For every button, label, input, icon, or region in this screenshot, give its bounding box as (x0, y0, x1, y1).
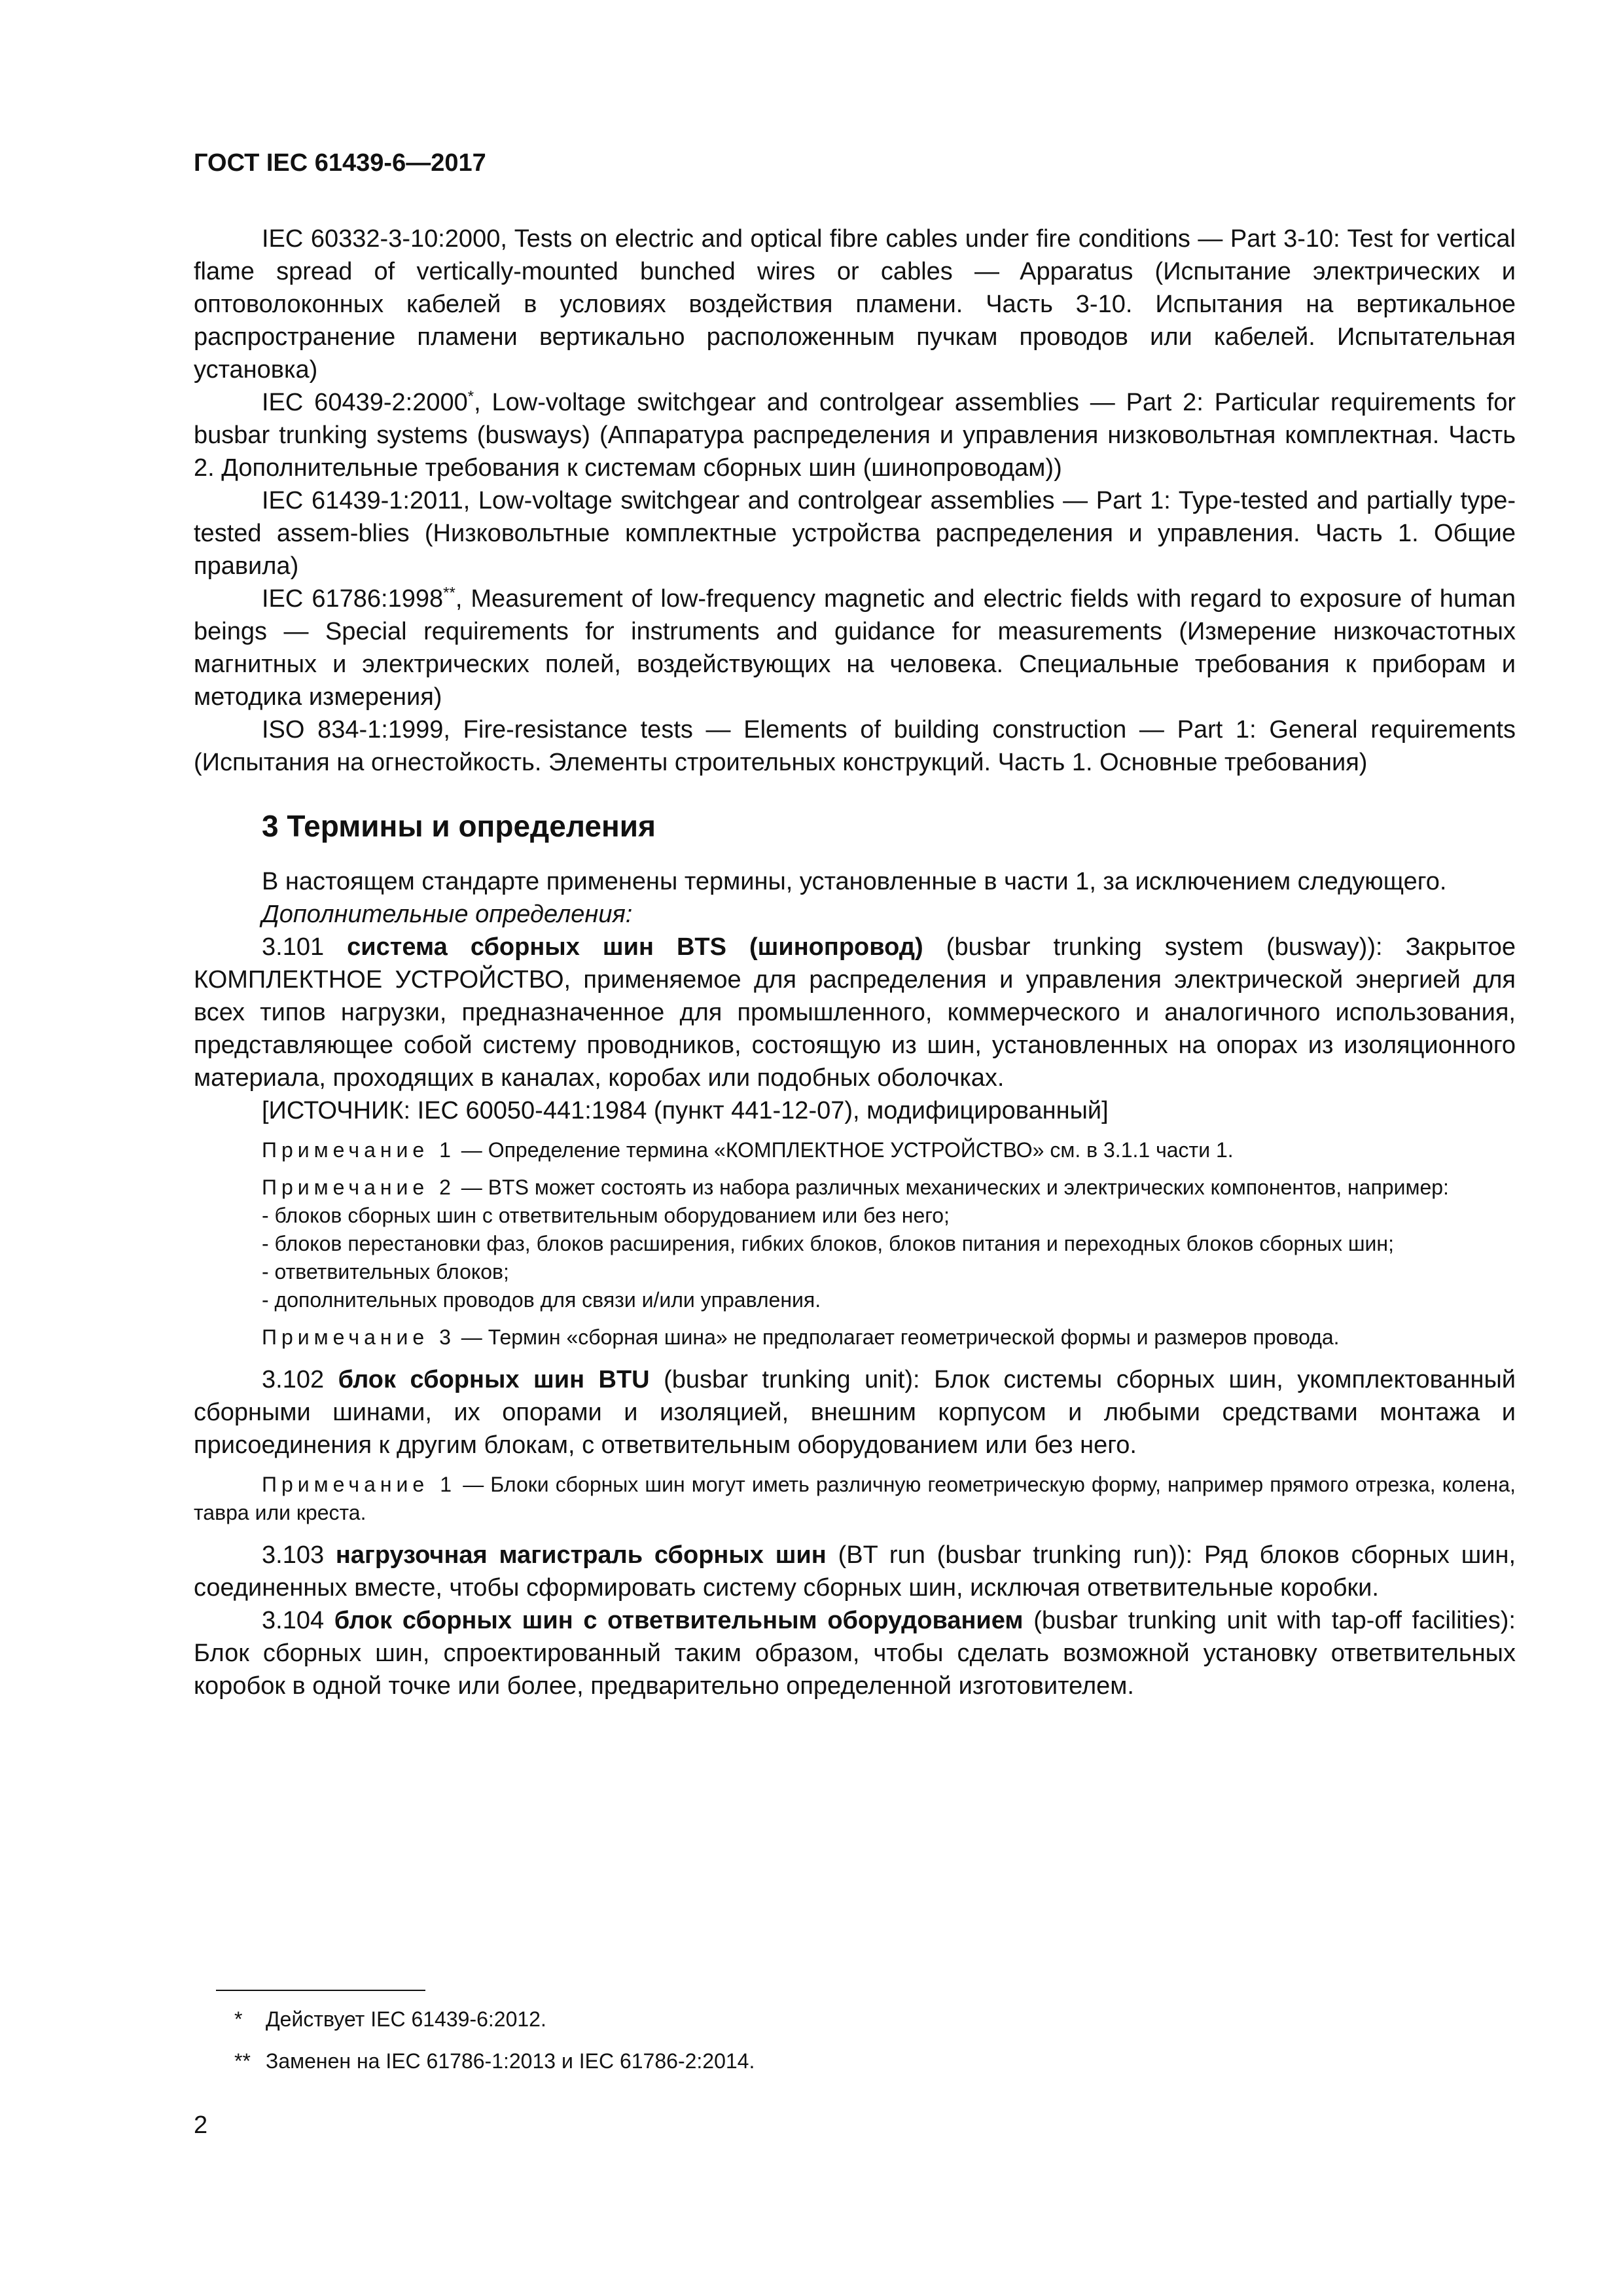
footnote-2 (234, 2047, 755, 2075)
term-number: 3.102 (262, 1366, 338, 1393)
footnote-divider (216, 1990, 425, 1991)
reference-iec-61786 (194, 583, 1516, 713)
section-intro: В настоящем стандарте применены термины, установленные в части 1, за исключением следующего. (262, 868, 1447, 895)
reference-iec-61439-1: IEC 61439-1:2011, Low-voltage switchgear and controlgear assemblies — Part 1: Type-tested and partially type-tested assem-blies (Низковольтные комплектные устройства распределения и управления. Часть 1. Общие правила) (194, 487, 1516, 580)
reference-id: IEC 60439-2:2000 (262, 389, 468, 416)
footnote-mark: ** (443, 584, 455, 602)
reference-text: , Measurement of low-frequency magnetic and electric fields with regard to exposure of human beings — Special requirements for instruments and guidance for measurements (Измерение низкочастотных магнитных и электрических полей, воздействующих на человека. Специальные требования к приборам и методика измерения) (194, 585, 1516, 711)
footnote-mark: ** (234, 2049, 251, 2073)
term-3-101 (194, 931, 1516, 1094)
reference-iso-834: ISO 834-1:1999, Fire-resistance tests — Elements of building construction — Part 1: General requirements (Испытания на огнестойкость. Элементы строительных конструкций. Часть 1. Основные требования) (194, 716, 1516, 776)
note-text: — BTS может состоять из набора различных механических и электрических компонентов, например: (455, 1175, 1449, 1199)
page-number: 2 (194, 2111, 208, 2139)
list-item: - блоков сборных шин с ответвительным оборудованием или без него; (262, 1204, 950, 1227)
term-3-101-source: [ИСТОЧНИК: IEC 60050-441:1984 (пункт 441-12-07), модифицированный] (262, 1097, 1109, 1124)
note-text: — Блоки сборных шин могут иметь различную геометрическую форму, например прямого отрезка, колена, тавра или креста. (194, 1473, 1516, 1524)
list-item: - ответвительных блоков; (262, 1260, 509, 1283)
footnote-1 (234, 2005, 546, 2034)
section-title: 3 Термины и определения (262, 809, 656, 843)
term-name: система сборных шин BTS (шинопровод) (347, 933, 923, 961)
note-label: Примечание 3 (262, 1325, 455, 1349)
reference-iec-60439 (194, 386, 1516, 484)
term-number: 3.101 (262, 933, 348, 961)
list-item: - блоков перестановки фаз, блоков расширения, гибких блоков, блоков питания и переходных блоков сборных шин; (262, 1232, 1394, 1255)
term-number: 3.103 (262, 1541, 336, 1569)
list-item: - дополнительных проводов для связи и/или управления. (262, 1288, 821, 1312)
note-3-101-2 (194, 1174, 1516, 1202)
note-3-101-1 (194, 1136, 1516, 1164)
note-text: — Термин «сборная шина» не предполагает геометрической формы и размеров провода. (455, 1325, 1340, 1349)
note-label: Примечание 2 (262, 1175, 455, 1199)
footnote-text: Действует IEC 61439-6:2012. (266, 2007, 546, 2031)
note-label: Примечание 1 (262, 1473, 457, 1496)
footnote-mark: * (467, 387, 474, 406)
term-name: блок сборных шин с ответвительным оборудованием (334, 1607, 1024, 1634)
document-header: ГОСТ IEC 61439-6—2017 (194, 149, 486, 177)
document-body (194, 223, 1516, 1702)
term-name: нагрузочная магистраль сборных шин (335, 1541, 827, 1569)
term-definition: (busbar trunking unit with tap-off facilities): Блок сборных шин, спроектированный таким образом, чтобы сделать возможной установку ответвительных коробок в одной точке или более, предварительно определенной изготовителем. (194, 1607, 1516, 1700)
term-3-102 (194, 1363, 1516, 1462)
term-3-104 (194, 1604, 1516, 1702)
note-3-102-1 (194, 1471, 1516, 1527)
note-text: — Определение термина «КОМПЛЕКТНОЕ УСТРОЙСТВО» см. в 3.1.1 части 1. (455, 1138, 1234, 1162)
additional-definitions-label: Дополнительные определения: (262, 901, 633, 928)
term-number: 3.104 (262, 1607, 334, 1634)
term-definition: (BT run (busbar trunking run)): Ряд блоков сборных шин, соединенных вместе, чтобы сформировать систему сборных шин, исключая ответвительные коробки. (194, 1541, 1516, 1602)
footnote-text: Заменен на IEC 61786-1:2013 и IEC 61786-2:2014. (266, 2049, 755, 2073)
note-label: Примечание 1 (262, 1138, 455, 1162)
term-definition: (busbar trunking system (busway)): Закрытое КОМПЛЕКТНОЕ УСТРОЙСТВО, применяемое для распределения и управления электрической энергией для всех типов нагрузки, предназначенное для промышленного, коммерческого и аналогичного использования, представляющее собой систему проводников, состоящую из шин, установленных на опорах из изоляционного материала, проходящих в каналах, коробах или подобных оболочках. (194, 933, 1516, 1092)
reference-id: IEC 61786:1998 (262, 585, 444, 613)
term-name: блок сборных шин BTU (338, 1366, 650, 1393)
term-definition: (busbar trunking unit): Блок системы сборных шин, укомплектованный сборными шинами, их опорами и изоляцией, внешним корпусом и любыми средствами монтажа и присоединения к другим блокам, с ответвительным оборудованием или без него. (194, 1366, 1516, 1459)
reference-text: , Low-voltage switchgear and controlgear assemblies — Part 2: Particular requirements for busbar trunking systems (busways) (Аппаратура распределения и управления низковольтная комплектная. Часть 2. Дополнительные требования к системам сборных шин (шинопроводам)) (194, 389, 1516, 482)
term-3-103 (194, 1539, 1516, 1604)
reference-iec-60332: IEC 60332-3-10:2000, Tests on electric and optical fibre cables under fire conditions — Part 3-10: Test for vertical flame spread of vertically-mounted bunched wires or cables — Apparatus (Испытание электрических и оптоволоконных кабелей в условиях воздействия пламени. Часть 3-10. Испытания на вертикальное распространение пламени вертикально расположенным пучкам проводов или кабелей. Испытательная установка) (194, 225, 1516, 384)
footnote-mark: * (234, 2007, 243, 2031)
note-3-101-3 (194, 1323, 1516, 1352)
